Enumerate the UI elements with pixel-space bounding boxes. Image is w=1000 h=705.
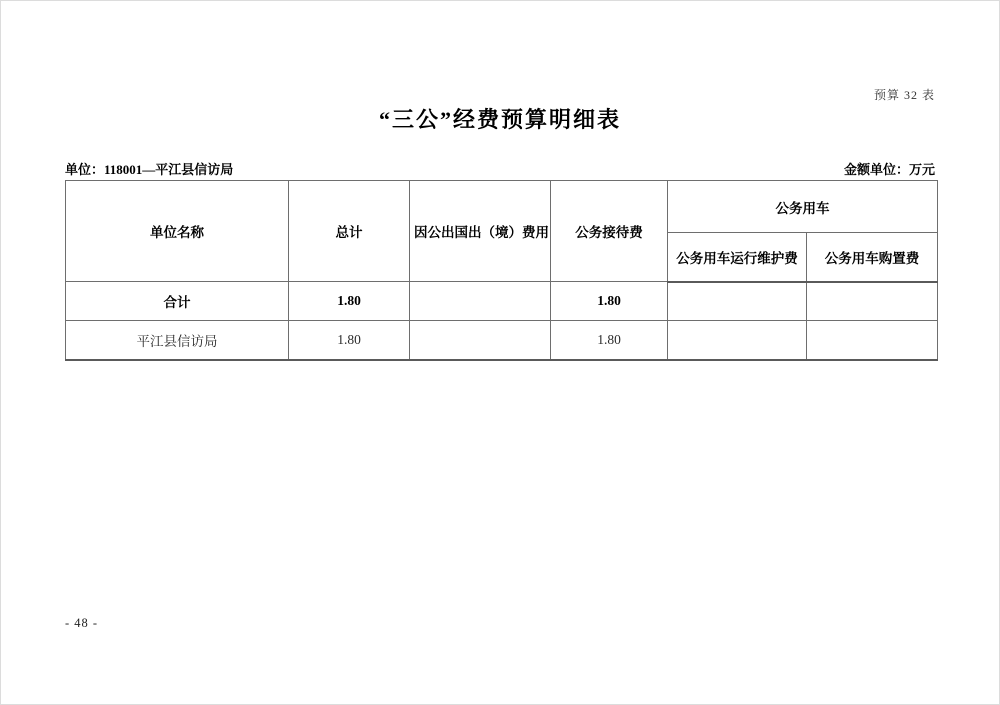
col-header-unit-name: 单位名称 xyxy=(66,181,289,282)
col-header-vehicle-purchase: 公务用车购置费 xyxy=(807,233,938,282)
cell-vehicle-maintenance xyxy=(668,321,807,360)
amount-unit-label: 金额单位：万元 xyxy=(843,162,935,177)
cell-total: 1.80 xyxy=(289,282,410,321)
page-number: - 48 - xyxy=(65,616,99,630)
table-row-total xyxy=(66,282,938,321)
cell-vehicle-maintenance xyxy=(668,282,807,321)
cell-vehicle-purchase xyxy=(807,282,938,321)
page-title: “三公”经费预算明细表 xyxy=(378,107,621,132)
meta-row xyxy=(65,159,935,178)
cell-reception-expense: 1.80 xyxy=(551,282,668,321)
cell-vehicle-purchase xyxy=(807,321,938,360)
col-header-reception-expense: 公务接待费 xyxy=(551,181,668,282)
cell-abroad-expense xyxy=(410,282,551,321)
budget-table xyxy=(65,180,938,361)
cell-reception-expense: 1.80 xyxy=(551,321,668,360)
cell-unit-name: 平江县信访局 xyxy=(66,321,289,360)
table-number-label: 预算 32 表 xyxy=(873,88,935,102)
table-row-unit xyxy=(66,321,938,360)
col-header-total: 总计 xyxy=(289,181,410,282)
col-header-vehicle-maintenance: 公务用车运行维护费 xyxy=(668,233,807,282)
cell-total: 1.80 xyxy=(289,321,410,360)
unit-label: 单位：118001—平江县信访局 xyxy=(65,162,234,177)
col-header-abroad-expense: 因公出国出（境）费用 xyxy=(410,181,551,282)
cell-unit-name: 合计 xyxy=(66,282,289,321)
col-header-vehicle-group: 公务用车 xyxy=(668,181,938,233)
cell-abroad-expense xyxy=(410,321,551,360)
